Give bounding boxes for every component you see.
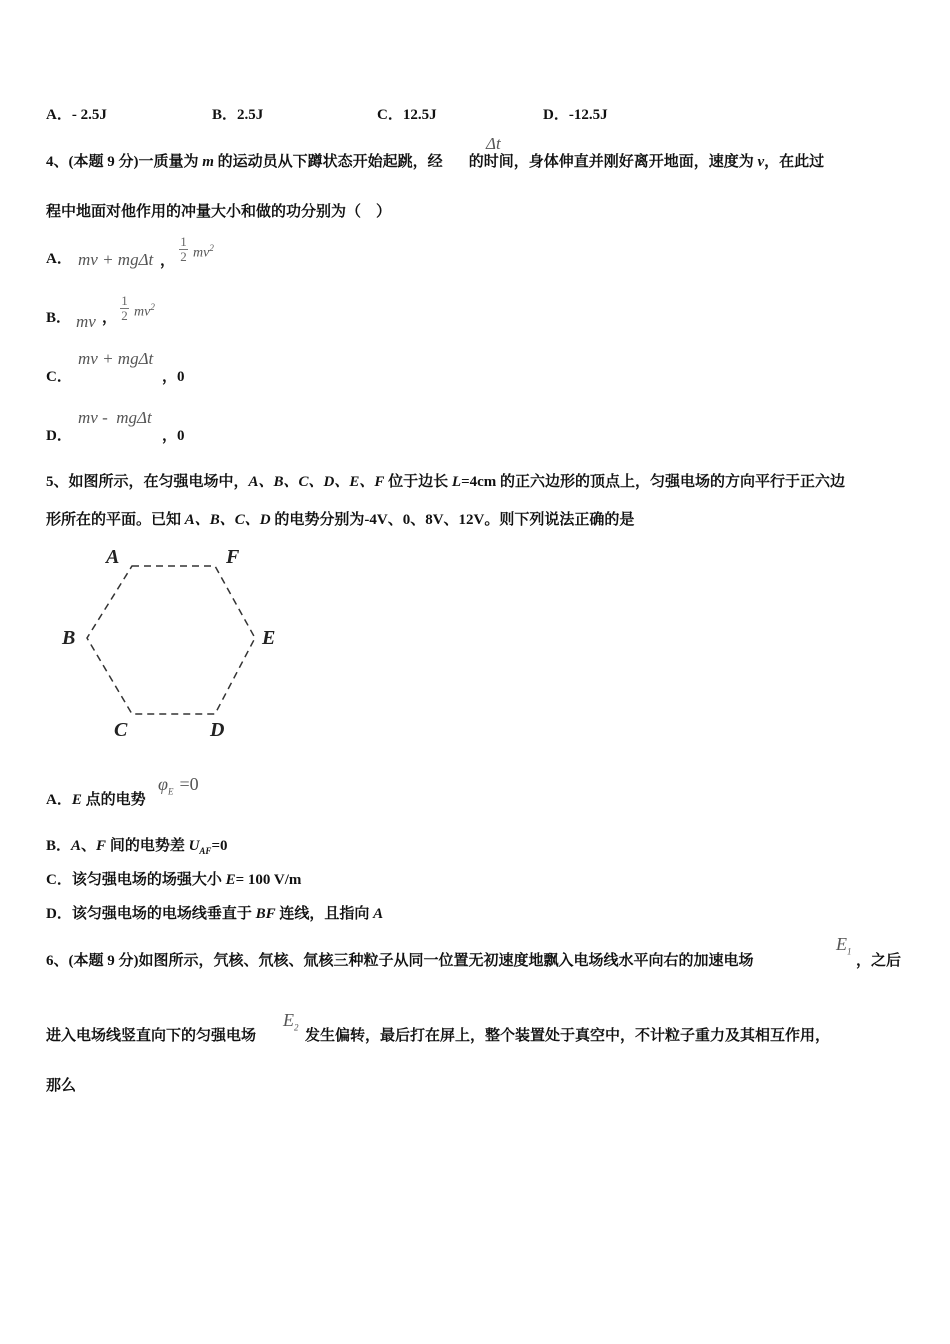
q6-line1-end: ，之后 bbox=[856, 953, 902, 969]
q6-stem-line3: 那么 bbox=[46, 1078, 77, 1094]
q6-e1: $E_1$ bbox=[836, 934, 852, 957]
q4-stem-line2: 程中地面对他作用的冲量大小和做的功分别为（ ） bbox=[46, 204, 392, 220]
q3-option-c: C．12.5J bbox=[377, 107, 437, 123]
q5-stem-line1: 5、如图所示，在匀强电场中，A、B、C、D、E、F 位于边长 L=4cm 的正六边形的顶点上，匀强电场的方向平行于正六边 bbox=[46, 474, 846, 490]
q5-option-b: B．A、F 间的电势差 $U_{AF}=0$ bbox=[46, 838, 228, 856]
q5-option-c: C．该匀强电场的场强大小 E= 100 V/m bbox=[46, 872, 302, 888]
q4-option-c-expr: mv + mgΔt bbox=[78, 349, 154, 368]
q3-option-b: B．2.5J bbox=[212, 107, 264, 123]
q4-option-b-label: B． bbox=[46, 310, 72, 326]
q4-option-a-label: A． bbox=[46, 251, 72, 267]
q5-option-a: A．E 点的电势 bbox=[46, 792, 146, 808]
q4-stem-line1: 4、(本题 9 分)一质量为 m 的运动员从下蹲状态开始起跳，经 的时间，身体伸直并刚好离开地面，速度为 v，在此过 bbox=[46, 154, 825, 170]
q4-option-b-half: 1 2 bbox=[121, 293, 128, 323]
q4-option-b-sep: ， bbox=[102, 310, 118, 326]
q4-option-a-mv2: $mv^2$ bbox=[193, 243, 214, 261]
q6-stem-line1: 6、(本题 9 分)如图所示，氕核、氘核、氚核三种粒子从同一位置无初速度地飘入电场线水平向右的加速电场 bbox=[46, 953, 754, 969]
q4-option-d-tail: ，0 bbox=[162, 428, 185, 444]
q4-option-c-tail: ，0 bbox=[162, 369, 185, 385]
vertex-d-label: D bbox=[210, 719, 225, 741]
vertex-b-label: B bbox=[62, 627, 76, 649]
q4-option-a-sep: ， bbox=[160, 253, 176, 269]
q4-option-d-expr: mv - mgΔt bbox=[78, 408, 152, 427]
q3-option-d: D．-12.5J bbox=[543, 107, 608, 123]
q4-option-b-mv2: $mv^2$ bbox=[134, 302, 155, 320]
q4-option-c-label: C． bbox=[46, 369, 72, 385]
q3-option-a: A．- 2.5J bbox=[46, 107, 107, 123]
vertex-c-label: C bbox=[114, 719, 128, 741]
q4-option-a-expr: mv + mgΔt bbox=[78, 250, 154, 269]
hexagon-outline bbox=[87, 566, 255, 714]
hexagon-figure bbox=[60, 545, 290, 745]
q5-stem-line2: 形所在的平面。已知 A、B、C、D 的电势分别为-4V、0、8V、12V。则下列说法正确的是 bbox=[46, 512, 635, 528]
q4-option-d-label: D． bbox=[46, 428, 72, 444]
q4-option-b-expr: mv bbox=[76, 312, 96, 331]
vertex-f-label: F bbox=[226, 546, 240, 568]
q5-option-d: D．该匀强电场的电场线垂直于 BF 连线，且指向 A bbox=[46, 906, 384, 922]
vertex-a-label: A bbox=[106, 546, 120, 568]
q5-option-a-phi: $\varphi_E =0$ bbox=[158, 774, 199, 797]
q4-delta-t: Δt bbox=[486, 134, 501, 153]
q6-stem-line2b: 发生偏转，最后打在屏上，整个装置处于真空中，不计粒子重力及其相互作用， bbox=[305, 1028, 831, 1044]
q6-e2: $E_2$ bbox=[283, 1010, 299, 1033]
q4-option-a-half: 1 2 bbox=[180, 234, 187, 264]
q6-stem-line2a: 进入电场线竖直向下的匀强电场 bbox=[46, 1028, 257, 1044]
vertex-e-label: E bbox=[262, 627, 276, 649]
